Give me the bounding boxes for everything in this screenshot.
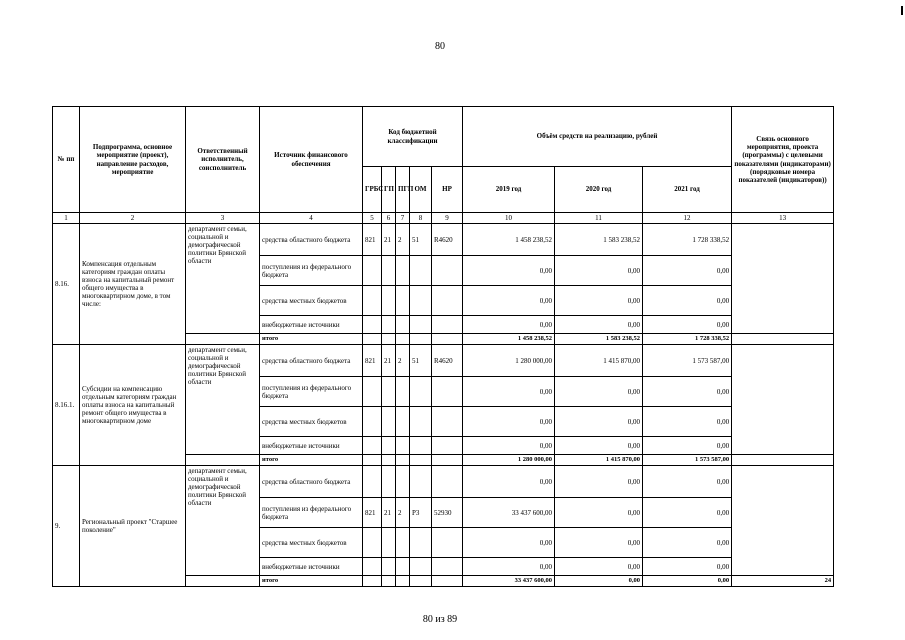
amount-2020: 0,00: [555, 377, 643, 407]
code-grbs: [363, 334, 382, 345]
code-grbs: 821: [363, 345, 382, 377]
header-source: Источник финансового обеспечения: [260, 107, 363, 213]
amount-2020: 1 583 238,52: [555, 224, 643, 256]
code-np: [432, 528, 463, 558]
column-number: 11: [555, 213, 643, 224]
code-np: [432, 437, 463, 455]
item-number: 9.: [53, 466, 80, 587]
amount-2020: 0,00: [555, 498, 643, 528]
code-om: [410, 407, 432, 437]
code-gp: [382, 437, 396, 455]
table-row: [53, 345, 834, 377]
header-grbs: ГРБС: [363, 167, 382, 213]
funding-source: средства областного бюджета: [260, 224, 363, 256]
item-number: 8.16.1.: [53, 345, 80, 466]
item-name: Компенсация отдельным категориям граждан оплаты взноса на капитальный ремонт общего имущества в многоквартирном доме, в том числе:: [80, 224, 186, 345]
code-om: [410, 528, 432, 558]
amount-2019: 0,00: [463, 377, 555, 407]
code-gp: 21: [382, 498, 396, 528]
code-gp: 21: [382, 224, 396, 256]
column-number: 12: [643, 213, 732, 224]
column-number: 3: [186, 213, 260, 224]
header-budget-code: Код бюджетной классификации: [363, 107, 463, 167]
column-number: 1: [53, 213, 80, 224]
amount-2019: 0,00: [463, 316, 555, 334]
code-om: [410, 286, 432, 316]
amount-2021: 0,00: [643, 528, 732, 558]
header-np: НР: [432, 167, 463, 213]
amount-2019: 1 458 238,52: [463, 224, 555, 256]
column-number: 7: [396, 213, 410, 224]
code-grbs: [363, 256, 382, 286]
amount-2020: 0,00: [555, 286, 643, 316]
code-grbs: [363, 316, 382, 334]
code-pgp: [396, 455, 410, 466]
code-pgp: [396, 558, 410, 576]
header-program: Подпрограмма, основное мероприятие (проект), направление расходов, мероприятие: [80, 107, 186, 213]
executor: департамент семьи, социальной и демографической политики Брянской области: [186, 466, 260, 576]
amount-2021: 0,00: [643, 377, 732, 407]
funding-source: внебюджетные источники: [260, 316, 363, 334]
header-gp: ГП: [382, 167, 396, 213]
total-2019: 1 280 000,00: [463, 455, 555, 466]
code-om: [410, 377, 432, 407]
funding-source: поступления из федерального бюджета: [260, 498, 363, 528]
code-pgp: [396, 466, 410, 498]
column-number: 13: [732, 213, 834, 224]
code-np: [432, 466, 463, 498]
code-pgp: [396, 316, 410, 334]
total-label: итого: [260, 455, 363, 466]
amount-2021: 1 573 587,00: [643, 345, 732, 377]
header-link: Связь основного мероприятия, проекта (программы) с целевыми показателями (индикаторами) (порядковые номера показателей (индикаторов)): [732, 107, 834, 213]
column-number: 6: [382, 213, 396, 224]
table-row: [53, 466, 834, 498]
executor: департамент семьи, социальной и демографической политики Брянской области: [186, 224, 260, 334]
code-gp: [382, 576, 396, 587]
code-om: 51: [410, 224, 432, 256]
code-gp: [382, 407, 396, 437]
code-gp: [382, 316, 396, 334]
header-2019: 2019 год: [463, 167, 555, 213]
column-number: 4: [260, 213, 363, 224]
total-2021: 1 728 338,52: [643, 334, 732, 345]
funding-source: средства местных бюджетов: [260, 286, 363, 316]
amount-2021: 0,00: [643, 558, 732, 576]
code-om: P3: [410, 498, 432, 528]
funding-source: средства областного бюджета: [260, 345, 363, 377]
amount-2020: 0,00: [555, 437, 643, 455]
code-grbs: [363, 455, 382, 466]
amount-2019: 0,00: [463, 407, 555, 437]
code-pgp: [396, 256, 410, 286]
code-np: [432, 576, 463, 587]
amount-2019: 0,00: [463, 256, 555, 286]
code-grbs: 821: [363, 224, 382, 256]
code-grbs: [363, 377, 382, 407]
header-executor: Ответственный исполнитель, соисполнитель: [186, 107, 260, 213]
code-om: [410, 334, 432, 345]
code-pgp: [396, 528, 410, 558]
indicator-link: [732, 455, 834, 466]
total-label: итого: [260, 334, 363, 345]
amount-2020: 0,00: [555, 256, 643, 286]
column-number: 9: [432, 213, 463, 224]
code-pgp: [396, 437, 410, 455]
amount-2021: 0,00: [643, 437, 732, 455]
amount-2019: 0,00: [463, 466, 555, 498]
code-grbs: [363, 437, 382, 455]
code-np: [432, 558, 463, 576]
total-2020: 0,00: [555, 576, 643, 587]
indicator-link: [732, 345, 834, 455]
code-pgp: [396, 286, 410, 316]
code-np: [432, 455, 463, 466]
code-np: [432, 334, 463, 345]
table-row: [53, 224, 834, 256]
table-body: [53, 224, 834, 587]
total-2021: 1 573 587,00: [643, 455, 732, 466]
amount-2021: 1 728 338,52: [643, 224, 732, 256]
executor-blank: [186, 576, 260, 587]
amount-2019: 1 280 000,00: [463, 345, 555, 377]
header-om: ОМ: [410, 167, 432, 213]
amount-2020: 0,00: [555, 558, 643, 576]
code-om: [410, 558, 432, 576]
total-2019: 33 437 600,00: [463, 576, 555, 587]
code-np: 52930: [432, 498, 463, 528]
amount-2021: 0,00: [643, 498, 732, 528]
total-2020: 1 583 238,52: [555, 334, 643, 345]
code-om: [410, 466, 432, 498]
code-om: [410, 256, 432, 286]
funding-source: поступления из федерального бюджета: [260, 256, 363, 286]
header-row-1: [53, 107, 834, 167]
executor-blank: [186, 455, 260, 466]
code-pgp: [396, 377, 410, 407]
page-footer: 80 из 89: [422, 614, 458, 625]
code-om: [410, 316, 432, 334]
item-name: Региональный проект "Старшее поколение": [80, 466, 186, 587]
code-om: 51: [410, 345, 432, 377]
indicator-link: [732, 334, 834, 345]
amount-2021: 0,00: [643, 256, 732, 286]
column-number-row: [53, 213, 834, 224]
item-name: Субсидии на компенсацию отдельным категориям граждан оплаты взноса на капитальный ремонт общего имущества в многоквартирном доме: [80, 345, 186, 466]
column-number: 10: [463, 213, 555, 224]
code-np: [432, 286, 463, 316]
amount-2021: 0,00: [643, 466, 732, 498]
amount-2019: 0,00: [463, 437, 555, 455]
executor-blank: [186, 334, 260, 345]
executor: департамент семьи, социальной и демографической политики Брянской области: [186, 345, 260, 455]
indicator-link: [732, 466, 834, 576]
amount-2020: 0,00: [555, 316, 643, 334]
item-number: 8.16.: [53, 224, 80, 345]
code-np: [432, 316, 463, 334]
amount-2019: 0,00: [463, 286, 555, 316]
funding-source: внебюджетные источники: [260, 437, 363, 455]
header-volume: Объём средств на реализацию, рублей: [463, 107, 732, 167]
amount-2019: 0,00: [463, 558, 555, 576]
code-np: [432, 377, 463, 407]
code-grbs: [363, 466, 382, 498]
code-gp: [382, 528, 396, 558]
code-pgp: 2: [396, 224, 410, 256]
code-pgp: [396, 576, 410, 587]
code-grbs: [363, 528, 382, 558]
total-2019: 1 458 238,52: [463, 334, 555, 345]
code-grbs: [363, 576, 382, 587]
code-gp: 21: [382, 345, 396, 377]
code-np: [432, 256, 463, 286]
funding-source: внебюджетные источники: [260, 558, 363, 576]
amount-2021: 0,00: [643, 286, 732, 316]
code-gp: [382, 455, 396, 466]
code-pgp: [396, 334, 410, 345]
header-pgp: ПГП: [396, 167, 410, 213]
code-om: [410, 455, 432, 466]
amount-2020: 1 415 870,00: [555, 345, 643, 377]
column-number: 2: [80, 213, 186, 224]
amount-2020: 0,00: [555, 528, 643, 558]
edge-mark: [901, 6, 903, 15]
code-grbs: [363, 558, 382, 576]
code-pgp: [396, 407, 410, 437]
code-grbs: [363, 286, 382, 316]
total-2021: 0,00: [643, 576, 732, 587]
header-2020: 2020 год: [555, 167, 643, 213]
column-number: 5: [363, 213, 382, 224]
code-gp: [382, 334, 396, 345]
code-grbs: 821: [363, 498, 382, 528]
code-gp: [382, 377, 396, 407]
code-np: R4620: [432, 345, 463, 377]
code-pgp: 2: [396, 498, 410, 528]
code-np: R4620: [432, 224, 463, 256]
amount-2019: 33 437 600,00: [463, 498, 555, 528]
code-om: [410, 576, 432, 587]
code-gp: [382, 466, 396, 498]
indicator-link: [732, 224, 834, 334]
code-grbs: [363, 407, 382, 437]
code-gp: [382, 256, 396, 286]
amount-2021: 0,00: [643, 407, 732, 437]
column-number: 8: [410, 213, 432, 224]
budget-table: [52, 106, 834, 587]
funding-source: средства местных бюджетов: [260, 407, 363, 437]
amount-2021: 0,00: [643, 316, 732, 334]
header-no: № пп: [53, 107, 80, 213]
total-label: итого: [260, 576, 363, 587]
code-gp: [382, 286, 396, 316]
code-om: [410, 437, 432, 455]
funding-source: поступления из федерального бюджета: [260, 377, 363, 407]
page-number: 80: [435, 41, 445, 52]
funding-source: средства областного бюджета: [260, 466, 363, 498]
amount-2020: 0,00: [555, 407, 643, 437]
funding-source: средства местных бюджетов: [260, 528, 363, 558]
amount-2020: 0,00: [555, 466, 643, 498]
indicator-link: 24: [732, 576, 834, 587]
code-np: [432, 407, 463, 437]
amount-2019: 0,00: [463, 528, 555, 558]
total-2020: 1 415 870,00: [555, 455, 643, 466]
header-2021: 2021 год: [643, 167, 732, 213]
code-pgp: 2: [396, 345, 410, 377]
code-gp: [382, 558, 396, 576]
